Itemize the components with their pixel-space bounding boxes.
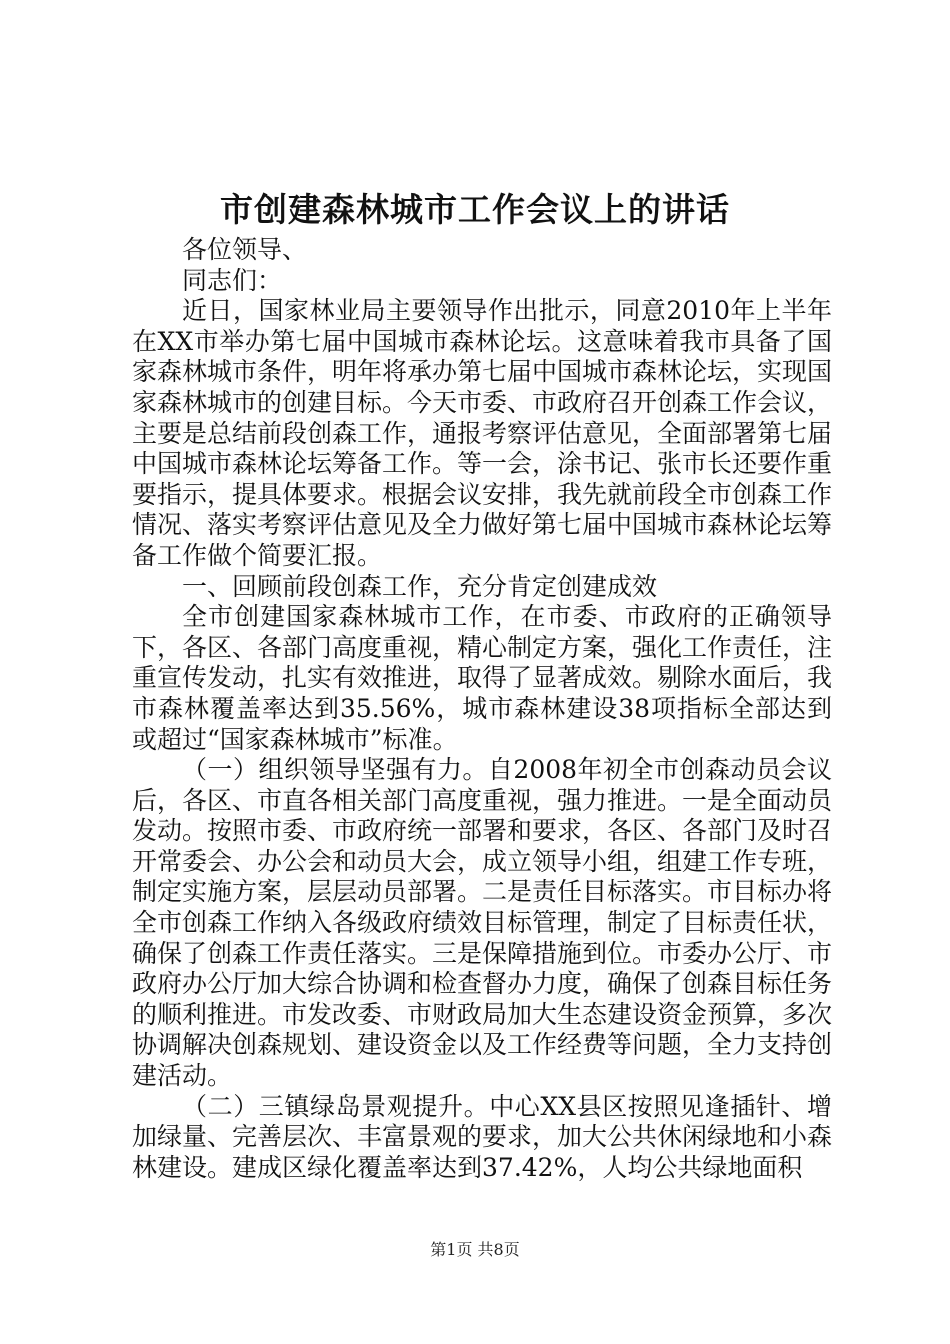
salutation-line: 各位领导、 — [182, 235, 308, 264]
section-heading: 一、回顾前段创森工作，充分肯定创建成效 — [182, 571, 658, 601]
document-title: 市创建森林城市工作会议上的讲话 — [220, 190, 730, 229]
body-paragraph: 近日，国家林业局主要领导作出批示，同意2010年上半年在XX市举办第七届中国城市森林论坛。这意味着我市具备了国家森林城市条件，明年将承办第七届中国城市森林论坛，实现国家森林城市的创建目标。今天市委、市政府召开创森工作会议，主要是总结前段创森工作，通报考察评估意见，全面部署第七届中国城市森林论坛筹备工作。等一会，涂书记、张市长还要作重要指示，提具体要求。根据会议安排，我先就前段全市创森工作情况、落实考察评估意见及全力做好第七届中国城市森林论坛筹备工作做个简要汇报。 — [132, 296, 833, 570]
body-paragraph: （二）三镇绿岛景观提升。中心XX县区按照见逢插针、增加绿量、完善层次、丰富景观的要求，加大公共休闲绿地和小森林建设。建成区绿化覆盖率达到37.42%，人均公共绿地面积 — [132, 1091, 833, 1182]
body-paragraph: 全市创建国家森林城市工作，在市委、市政府的正确领导下，各区、各部门高度重视，精心制定方案，强化工作责任，注重宣传发动，扎实有效推进，取得了显著成效。剔除水面后，我市森林覆盖率达到35.56%，城市森林建设38项指标全部达到或超过“国家森林城市”标准。 — [132, 602, 833, 754]
page-footer: 第1页 共8页 — [430, 1240, 520, 1259]
document-body — [132, 235, 832, 1183]
salutation-line: 同志们： — [182, 265, 283, 295]
body-paragraph: （一）组织领导坚强有力。自2008年初全市创森动员会议后，各区、市直各相关部门高度重视，强力推进。一是全面动员发动。按照市委、市政府统一部署和要求，各区、各部门及时召开常委会、办公会和动员大会，成立领导小组，组建工作专班，制定实施方案，层层动员部署。二是责任目标落实。市目标办将全市创森工作纳入各级政府绩效目标管理，制定了目标责任状，确保了创森工作责任落实。三是保障措施到位。市委办公厅、市政府办公厅加大综合协调和检查督办力度，确保了创森目标任务的顺利推进。市发改委、市财政局加大生态建设资金预算，多次协调解决创森规划、建设资金以及工作经费等问题，全力支持创建活动。 — [132, 755, 833, 1091]
